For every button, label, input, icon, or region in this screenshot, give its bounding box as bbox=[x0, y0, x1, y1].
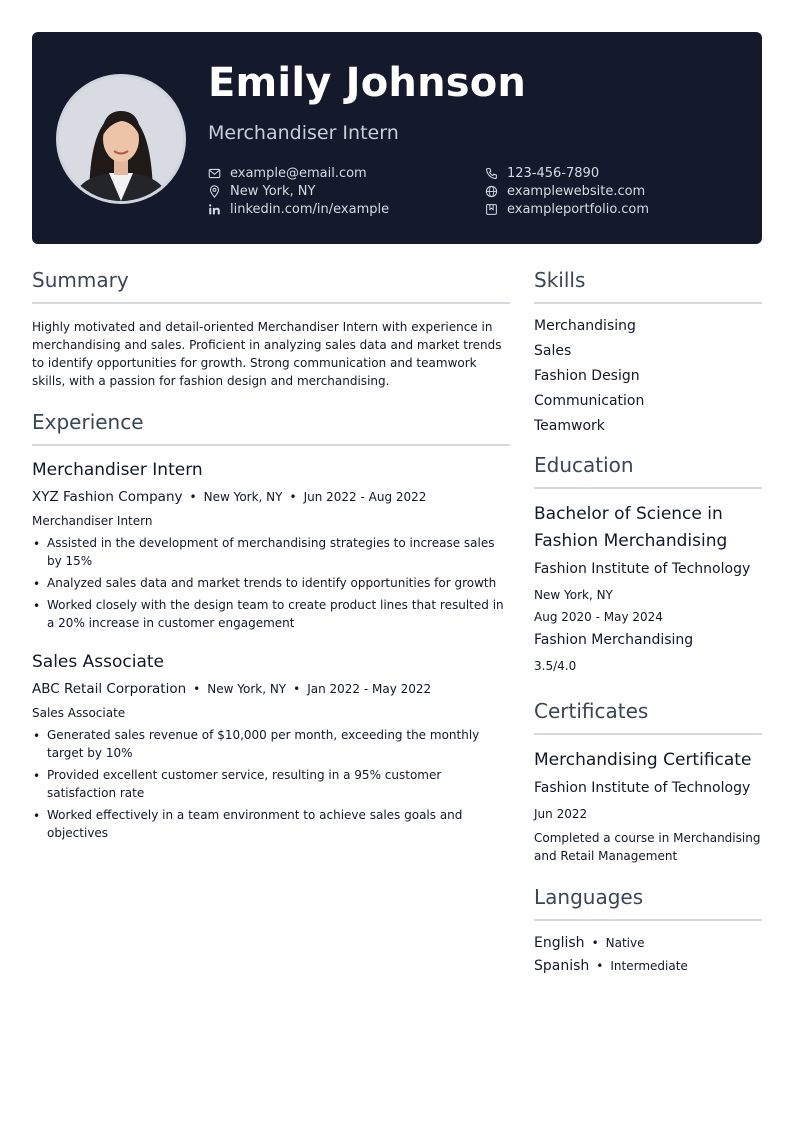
language-item: Spanish • Intermediate bbox=[534, 958, 688, 974]
job-company: XYZ Fashion Company bbox=[32, 489, 183, 505]
portfolio-icon bbox=[485, 203, 498, 216]
skills-heading: Skills bbox=[534, 268, 762, 304]
main-column bbox=[32, 268, 510, 846]
job-location: New York, NY bbox=[203, 490, 283, 504]
profile-photo bbox=[56, 74, 186, 204]
job-location: New York, NY bbox=[207, 682, 287, 696]
location-icon bbox=[208, 185, 221, 198]
job-bullet: • Worked effectively in a team environment to achieve sales goals and objectives bbox=[32, 806, 510, 842]
education-dates: Aug 2020 - May 2024 bbox=[534, 610, 663, 624]
job-role: Sales Associate bbox=[32, 706, 126, 720]
education-school: Fashion Institute of Technology bbox=[534, 561, 751, 577]
certificate-name: Merchandising Certificate bbox=[534, 750, 752, 770]
certificate-date: Jun 2022 bbox=[534, 807, 588, 821]
certificate-description: Completed a course in Merchandising and Retail Management bbox=[534, 831, 761, 863]
contact-website[interactable] bbox=[485, 184, 645, 199]
email-icon bbox=[208, 167, 221, 180]
job-title: Merchandiser Intern bbox=[208, 122, 399, 144]
phone-icon bbox=[485, 167, 498, 180]
job-bullet: • Generated sales revenue of $10,000 per month, exceeding the monthly target by 10% bbox=[32, 726, 510, 762]
job-position: Sales Associate bbox=[32, 652, 165, 672]
skill-item: Merchandising bbox=[534, 318, 636, 334]
website-text: examplewebsite.com bbox=[507, 184, 646, 199]
skill-item: Sales bbox=[534, 343, 572, 359]
summary-text: Highly motivated and detail-oriented Merchandiser Intern with experience in merchandising and sales. Proficient in analyzing sales data and market trends to identify opportunities for growth. Strong communication and teamwork skills, with a passion for fashion design and merchandising. bbox=[32, 320, 502, 388]
sidebar-column bbox=[534, 268, 762, 981]
job-dates: Jan 2022 - May 2022 bbox=[307, 682, 432, 696]
job-dates: Jun 2022 - Aug 2022 bbox=[303, 490, 427, 504]
job-bullets bbox=[32, 534, 510, 632]
contact-location bbox=[208, 184, 315, 199]
languages-heading: Languages bbox=[534, 885, 762, 921]
resume-header bbox=[32, 32, 762, 244]
job-meta: XYZ Fashion Company • New York, NY • Jun 2022 - Aug 2022 bbox=[32, 489, 427, 505]
education-location: New York, NY bbox=[534, 588, 613, 602]
experience-heading: Experience bbox=[32, 410, 510, 446]
job-bullet: • Worked closely with the design team to create product lines that resulted in a 20% increase in customer engagement bbox=[32, 596, 510, 632]
portfolio-text: exampleportfolio.com bbox=[507, 202, 649, 217]
language-name: English bbox=[534, 935, 585, 951]
skill-item: Communication bbox=[534, 393, 645, 409]
contact-email[interactable] bbox=[208, 166, 367, 181]
job-bullet: • Analyzed sales data and market trends to identify opportunities for growth bbox=[32, 574, 510, 592]
contact-portfolio[interactable] bbox=[485, 202, 649, 217]
skill-item: Teamwork bbox=[534, 418, 605, 434]
certificates-heading: Certificates bbox=[534, 699, 762, 735]
certificate-issuer: Fashion Institute of Technology bbox=[534, 780, 751, 796]
job-entry bbox=[32, 460, 510, 632]
globe-icon bbox=[485, 185, 498, 198]
phone-text: 123-456-7890 bbox=[507, 166, 600, 181]
language-name: Spanish bbox=[534, 958, 590, 974]
education-field: Fashion Merchandising bbox=[534, 632, 694, 648]
job-meta: ABC Retail Corporation • New York, NY • Jan 2022 - May 2022 bbox=[32, 681, 432, 697]
contact-linkedin[interactable] bbox=[208, 202, 389, 217]
job-position: Merchandiser Intern bbox=[32, 460, 203, 480]
linkedin-text: linkedin.com/in/example bbox=[230, 202, 390, 217]
linkedin-icon bbox=[208, 203, 221, 216]
education-degree: Bachelor of Science in Fashion Merchandising bbox=[534, 504, 728, 551]
job-bullet: • Provided excellent customer service, resulting in a 95% customer satisfaction rate bbox=[32, 766, 510, 802]
language-item: English • Native bbox=[534, 935, 645, 951]
location-text: New York, NY bbox=[230, 184, 316, 199]
summary-heading: Summary bbox=[32, 268, 510, 304]
education-heading: Education bbox=[534, 453, 762, 489]
education-gpa: 3.5/4.0 bbox=[534, 659, 577, 673]
job-bullet: • Assisted in the development of merchandising strategies to increase sales by 15% bbox=[32, 534, 510, 570]
candidate-name: Emily Johnson bbox=[208, 60, 527, 106]
job-company: ABC Retail Corporation bbox=[32, 681, 187, 697]
job-bullets bbox=[32, 726, 510, 842]
skill-item: Fashion Design bbox=[534, 368, 640, 384]
language-level: Native bbox=[605, 936, 645, 950]
contact-phone[interactable] bbox=[485, 166, 599, 181]
job-entry bbox=[32, 652, 510, 842]
job-role: Merchandiser Intern bbox=[32, 514, 153, 528]
email-text: example@email.com bbox=[230, 166, 367, 181]
language-level: Intermediate bbox=[610, 959, 688, 973]
